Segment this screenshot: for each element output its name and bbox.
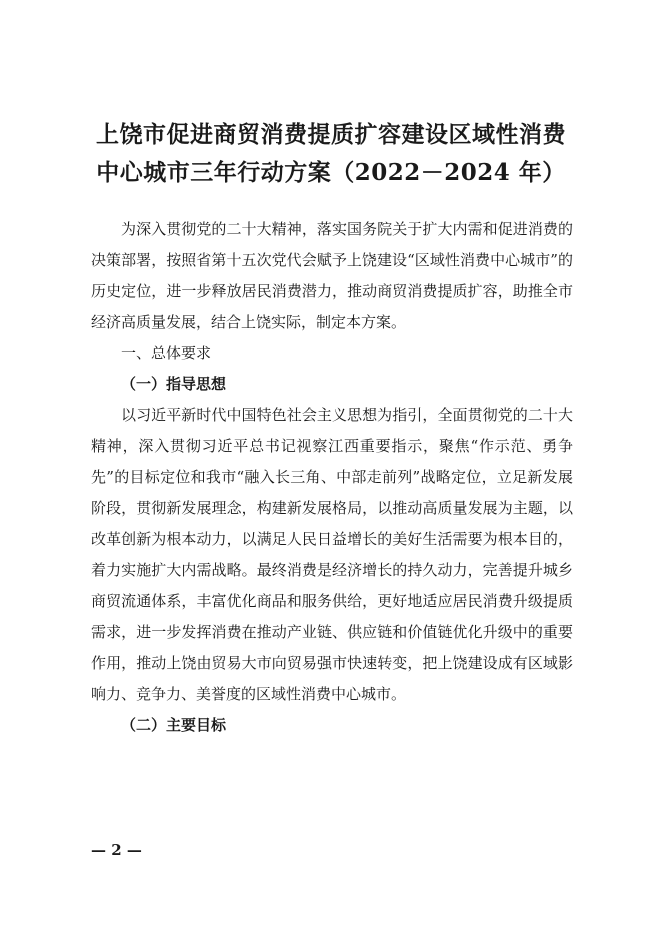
document-title: [0, 116, 662, 192]
title-line-1: 上饶市促进商贸消费提质扩容建设区域性消费: [96, 121, 566, 148]
title-line-2: 中心城市三年行动方案（2022－2024 年）: [96, 159, 566, 186]
guiding-ideology-paragraph: 以习近平新时代中国特色社会主义思想为指引，全面贯彻党的二十大精神，深入贯彻习近平总书记视察江西重要指示，聚焦“作示范、勇争先”的目标定位和我市“融入长三角、中部走前列”战略定位，立足新发展阶段，贯彻新发展理念，构建新发展格局，以推动高质量发展为主题，以改革创新为根本动力，以满足人民日益增长的美好生活需要为根本目的，着力实施扩大内需战略。最终消费是经济增长的持久动力，完善提升城乡商贸流通体系，丰富优化商品和服务供给，更好地适应居民消费升级提质需求，进一步发挥消费在推动产业链、供应链和价值链优化升级中的重要作用，推动上饶由贸易大市向贸易强市快速转变，把上饶建设成有区域影响力、竞争力、美誉度的区域性消费中心城市。: [91, 406, 573, 703]
intro-paragraph: 为深入贯彻党的二十大精神，落实国务院关于扩大内需和促进消费的决策部署，按照省第十五次党代会赋予上饶建设“区域性消费中心城市”的历史定位，进一步释放居民消费潜力，推动商贸消费提质扩容，助推全市经济高质量发展，结合上饶实际，制定本方案。: [91, 220, 573, 331]
subsection-heading-guiding-ideology: （一）指导思想: [121, 375, 227, 393]
section-heading-general-requirements: 一、总体要求: [121, 344, 212, 362]
page-number: — 2 —: [91, 841, 142, 859]
subsection-heading-main-goals: （二）主要目标: [121, 716, 227, 734]
document-body: [91, 214, 573, 741]
